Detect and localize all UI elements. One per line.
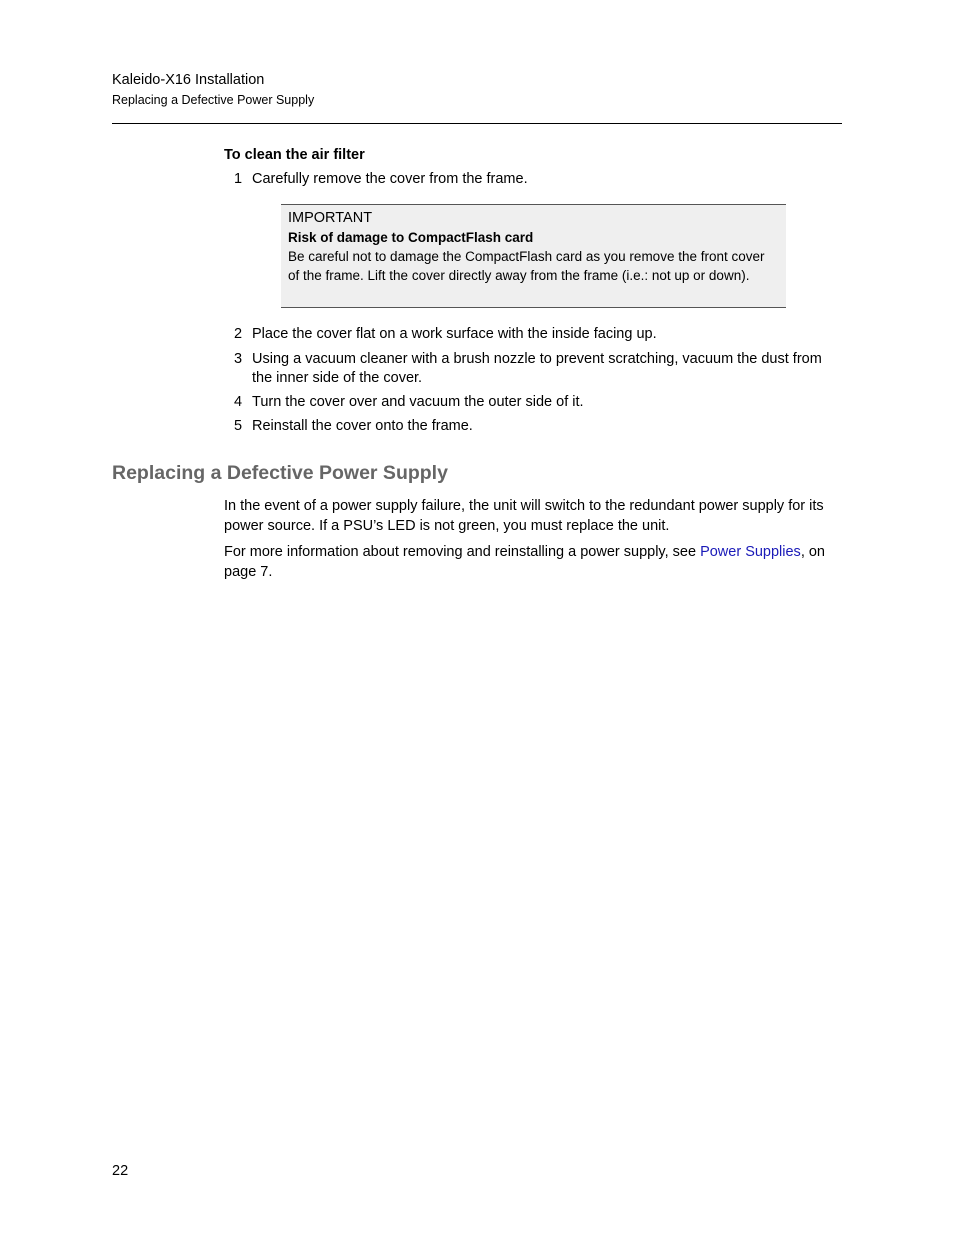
running-header-title: Kaleido-X16 Installation	[112, 72, 265, 88]
step-number: 5	[234, 418, 243, 434]
section-paragraph-2	[224, 543, 844, 582]
procedure-step-5	[224, 417, 834, 436]
running-header-section: Replacing a Defective Power Supply	[112, 93, 315, 107]
step-text: Carefully remove the cover from the frame.	[252, 171, 528, 187]
procedure-step-4	[224, 393, 834, 412]
notice-label: IMPORTANT	[288, 210, 373, 226]
notice-heading: Risk of damage to CompactFlash card	[288, 230, 534, 245]
section-heading: Replacing a Defective Power Supply	[112, 462, 448, 484]
step-number: 3	[234, 351, 243, 367]
procedure-step-3	[224, 350, 834, 388]
header-divider	[112, 123, 842, 124]
paragraph-text: , on page 7.	[224, 544, 825, 580]
step-number: 1	[234, 171, 243, 187]
important-notice	[281, 204, 786, 308]
step-text: Place the cover flat on a work surface with the inside facing up.	[252, 326, 657, 342]
step-text: Using a vacuum cleaner with a brush nozzle to prevent scratching, vacuum the dust from the inner side of the cover.	[252, 351, 822, 386]
step-text: Turn the cover over and vacuum the outer side of it.	[252, 394, 584, 410]
notice-body: Be careful not to damage the CompactFlash card as you remove the front cover of the frame. Lift the cover directly away from the frame (i.e.: not up or down).	[288, 249, 765, 283]
step-number: 2	[234, 326, 243, 342]
page-number: 22	[112, 1163, 129, 1179]
step-number: 4	[234, 394, 243, 410]
procedure-title: To clean the air filter	[224, 147, 365, 163]
step-text: Reinstall the cover onto the frame.	[252, 418, 473, 434]
section-paragraph-1: In the event of a power supply failure, the unit will switch to the redundant power supply for its power source. If a PSU’s LED is not green, you must replace the unit.	[224, 498, 824, 534]
power-supplies-link[interactable]: Power Supplies	[700, 544, 801, 560]
procedure-step-1	[224, 170, 834, 189]
procedure-step-2	[224, 325, 834, 344]
paragraph-text: For more information about removing and reinstalling a power supply, see	[224, 544, 701, 560]
